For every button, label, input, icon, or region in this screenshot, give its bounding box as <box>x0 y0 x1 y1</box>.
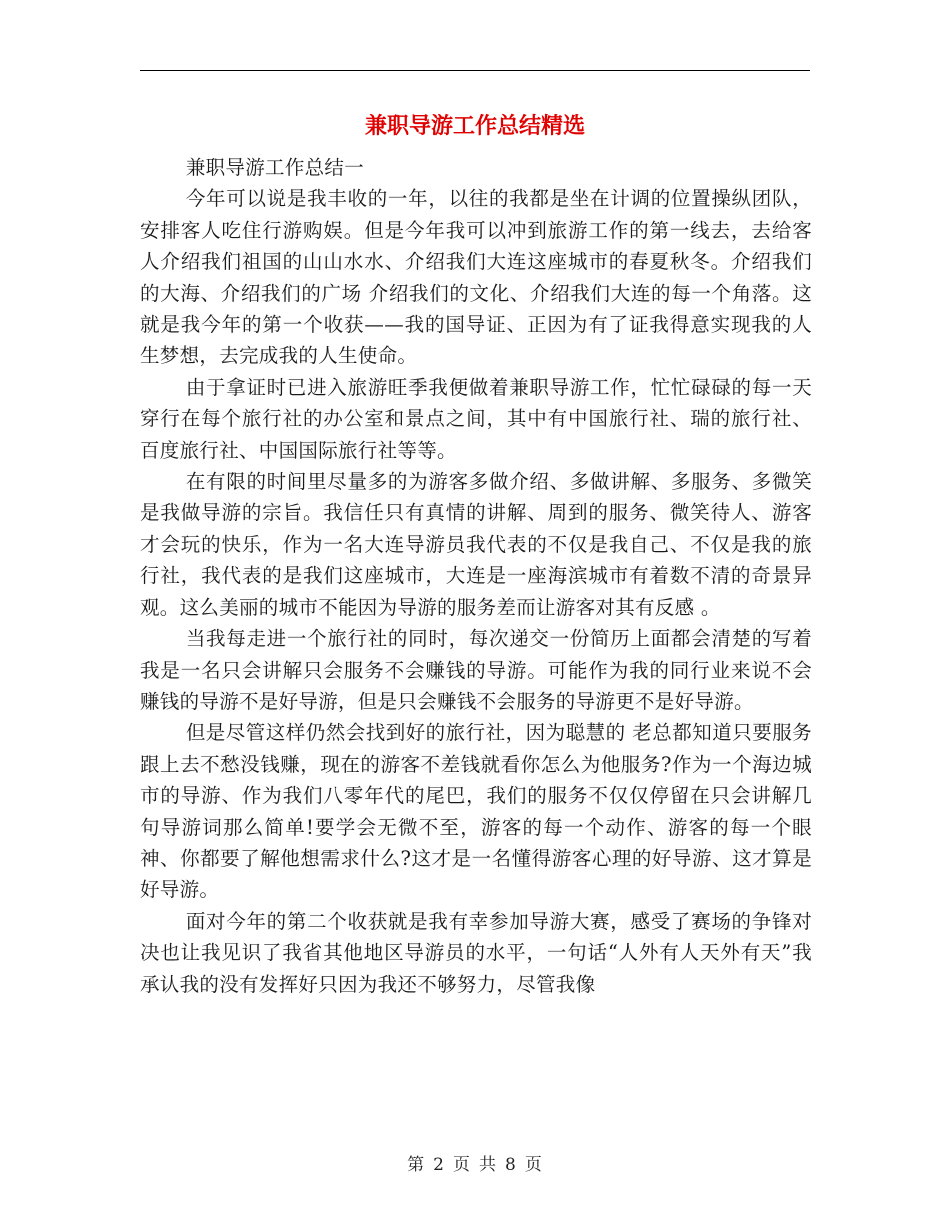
page-footer <box>0 1154 950 1176</box>
paragraph: 由于拿证时已进入旅游旺季我便做着兼职导游工作，忙忙碌碌的每一天穿行在每个旅行社的办公室和景点之间，其中有中国旅行社、瑞的旅行社、百度旅行社、中国国际旅行社等等。 <box>140 375 812 462</box>
document-body <box>140 152 812 1000</box>
total-pages: 8 <box>505 1155 517 1175</box>
document-title: 兼职导游工作总结精选 <box>364 114 585 139</box>
page-label: 第 <box>407 1155 426 1175</box>
section-heading: 兼职导游工作总结一 <box>185 156 365 179</box>
paragraph: 在有限的时间里尽量多的为游客多做介绍、多做讲解、多服务、多微笑是我做导游的宗旨。我信任只有真情的讲解、周到的服务、微笑待人、游客才会玩的快乐，作为一名大连导游员我代表的不仅是我自己、不仅是我的旅行社，我代表的是我们这座城市，大连是一座海滨城市有着数不清的奇景异观。这么美丽的城市不能因为导游的服务差而让游客对其有反感 。 <box>140 470 812 619</box>
total-unit: 页 <box>524 1155 543 1175</box>
page-number: 2 <box>433 1155 445 1175</box>
paragraph: 今年可以说是我丰收的一年，以往的我都是坐在计调的位置操纵团队，安排客人吃住行游购娱。但是今年我可以冲到旅游工作的第一线去，去给客人介绍我们祖国的山山水水、介绍我们大连这座城市的春夏秋冬。介绍我们的大海、介绍我们的广场 介绍我们的文化、介绍我们大连的每一个角落。这就是我今年的第一个收获——我的国导证、正因为有了证我得意实现我的人生梦想，去完成我的人生使命。 <box>140 187 812 368</box>
paragraph: 面对今年的第二个收获就是我有幸参加导游大赛，感受了赛场的争锋对决也让我见识了我省其他地区导游员的水平，一句话“人外有人天外有天”我承认我的没有发挥好只因为我还不够努力，尽管我像 <box>140 909 812 996</box>
header-rule <box>140 70 810 71</box>
page-unit: 页 <box>453 1155 471 1175</box>
paragraph: 当我每走进一个旅行社的同时，每次递交一份简历上面都会清楚的写着我是一名只会讲解只会服务不会赚钱的导游。可能作为我的同行业来说不会赚钱的导游不是好导游，但是只会赚钱不会服务的导游更不是好导游。 <box>140 627 812 713</box>
paragraph: 但是尽管这样仍然会找到好的旅行社，因为聪慧的 老总都知道只要服务跟上去不愁没钱赚，现在的游客不差钱就看你怎么为他服务?作为一个海边城市的导游、作为我们八零年代的尾巴，我们的服务不仅仅停留在只会讲解几句导游词那么简单!要学会无微不至，游客的每一个动作、游客的每一个眼神、你都要了解他想需求什么?这才是一名懂得游客心理的好导游、这才算是好导游。 <box>140 721 812 902</box>
total-label: 共 <box>479 1155 497 1175</box>
